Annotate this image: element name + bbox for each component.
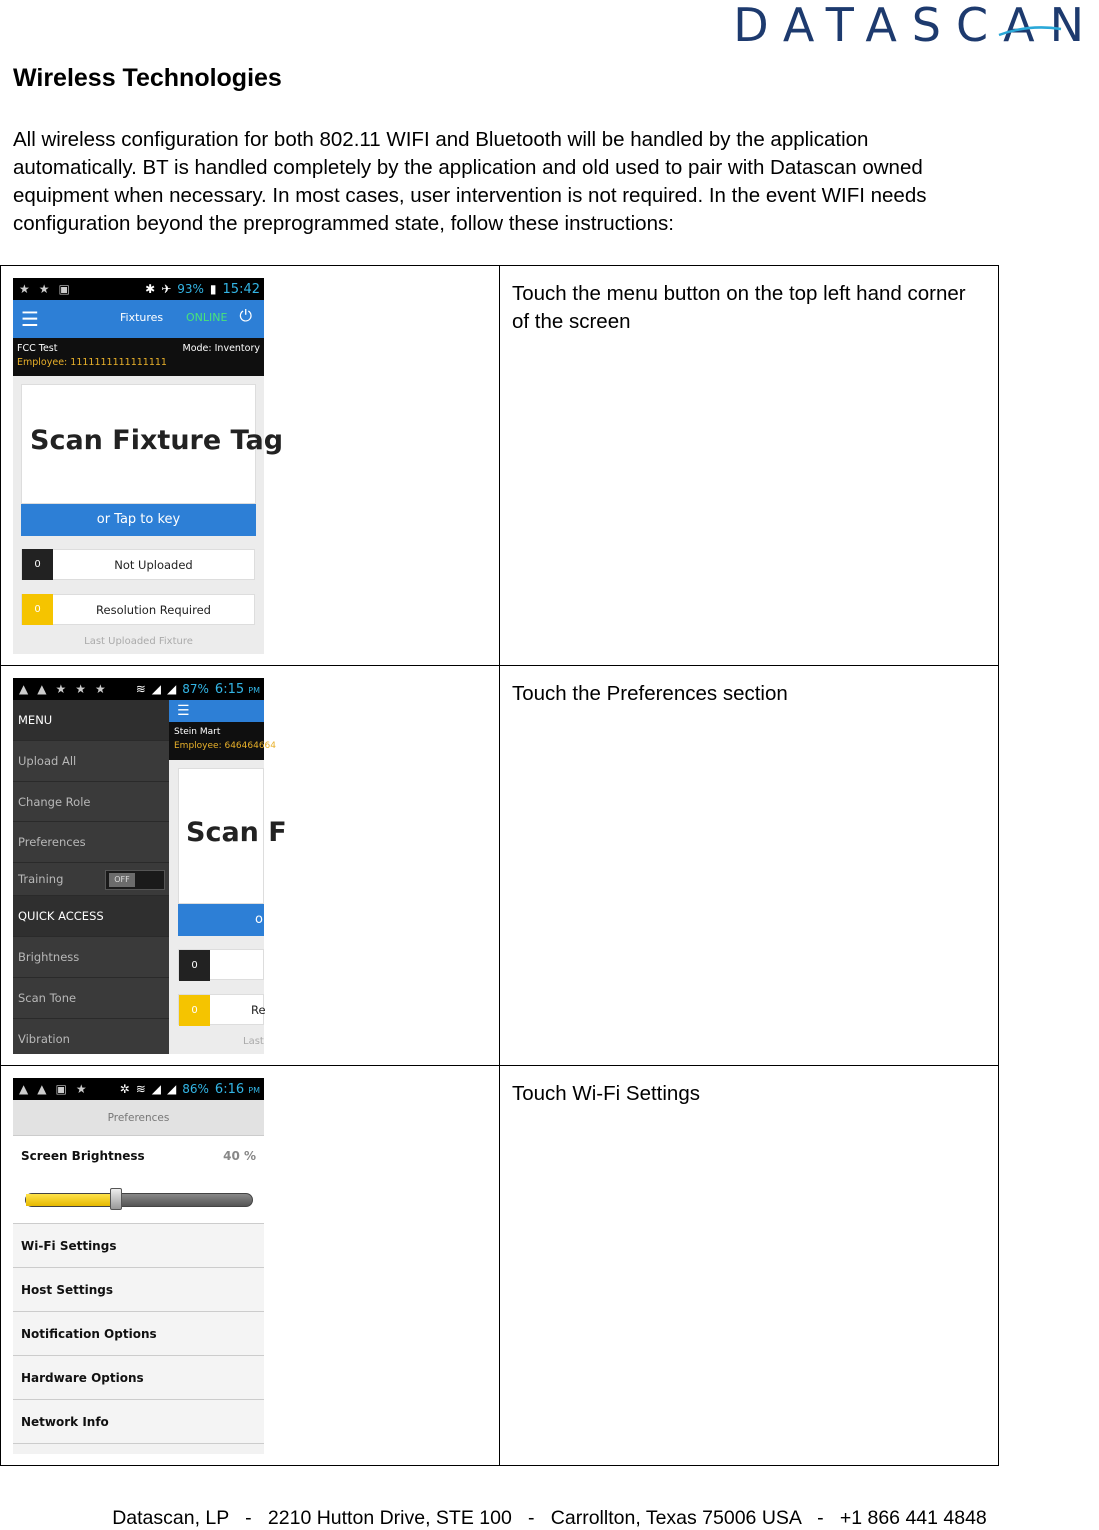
wifi-icon: ≋	[135, 1082, 146, 1096]
clock-ampm: PM	[248, 685, 260, 695]
drawer-item-training[interactable]	[13, 863, 169, 896]
logo-text: DATASCAN	[733, 0, 1099, 52]
employee-label: Employee: 646464664	[174, 741, 277, 751]
clock: 15:42	[222, 281, 260, 297]
clock-ampm: PM	[248, 1085, 260, 1095]
clock	[215, 1082, 260, 1097]
pref-item-network-info[interactable]: Network Info	[13, 1400, 264, 1444]
brightness-slider-thumb[interactable]	[110, 1188, 122, 1210]
battery-icon: ▮	[209, 282, 217, 296]
power-icon[interactable]: ⏻	[239, 306, 252, 325]
image-icon: ▣	[55, 1082, 67, 1096]
store-name: Stein Mart	[174, 727, 221, 737]
step-row-1	[1, 266, 999, 666]
step-3-instruction: Touch Wi-Fi Settings	[500, 1066, 999, 1466]
last-uploaded-partial: Last	[243, 1036, 264, 1047]
toggle-state: OFF	[109, 873, 135, 887]
pref-item-notification-options[interactable]: Notification Options	[13, 1312, 264, 1356]
battery-level: 86%	[182, 1082, 209, 1096]
step-row-2	[1, 666, 999, 1066]
page-footer: Datascan, LP - 2210 Hutton Drive, STE 100 - Carrollton, Texas 75006 USA - +1 866 441 4848	[112, 1507, 987, 1529]
warning-icon: ▲	[37, 682, 47, 696]
training-toggle[interactable]	[105, 870, 165, 890]
resolution-label: Resolution Required	[96, 602, 211, 617]
instructions-table	[0, 265, 999, 1466]
clock-time: 6:16	[214, 1081, 245, 1097]
wifi-icon: ≋	[135, 682, 146, 696]
account-name: FCC Test	[17, 343, 58, 354]
app-title: Fixtures	[120, 311, 164, 324]
not-uploaded-label: Not Uploaded	[114, 557, 193, 572]
warning-icon: ▲	[37, 1082, 47, 1096]
last-uploaded-label: Last Uploaded Fixture	[84, 636, 193, 647]
resolution-required-row[interactable]	[21, 594, 255, 625]
drawer-item-change-role[interactable]: Change Role	[13, 782, 169, 823]
status-bar	[13, 1078, 264, 1100]
drawer-quick-access-header: QUICK ACCESS	[13, 896, 169, 937]
screen-menu-drawer	[13, 678, 287, 1054]
intro-paragraph: All wireless configuration for both 802.11 WIFI and Bluetooth will be handled by the application automatically. BT is handled completely by the application and old used to pair with Datascan owned equipment when necessary. In most cases, user intervention is not required. In the event WIFI needs configuration beyond the preprogrammed state, follow these instructions:	[13, 128, 927, 235]
step-row-3	[1, 1066, 999, 1466]
app-bar-partial	[169, 700, 264, 722]
tap-button-partial[interactable]: o	[178, 904, 264, 936]
count-a: 0	[179, 950, 210, 981]
star-icon: ★	[55, 682, 67, 696]
datascan-logo	[727, 0, 1099, 52]
battery-level: 93%	[177, 282, 204, 296]
resolution-count: 0	[22, 594, 53, 625]
brightness-label: Screen Brightness	[21, 1149, 145, 1163]
scan-prompt-partial: Scan F	[186, 817, 287, 848]
pref-item-host-settings[interactable]: Host Settings	[13, 1268, 264, 1312]
clock-time: 6:15	[214, 681, 245, 697]
stat-label-partial: Re	[251, 1003, 266, 1017]
brightness-value: 40 %	[223, 1149, 256, 1163]
logo-swoosh-icon	[999, 26, 1061, 36]
step-3-screenshot-cell	[1, 1066, 500, 1466]
battery-level: 87%	[182, 682, 209, 696]
hamburger-menu-icon[interactable]: ☰	[21, 307, 39, 331]
info-bar-partial	[169, 722, 277, 760]
not-uploaded-row-partial[interactable]	[178, 949, 264, 980]
scan-card-partial	[178, 768, 287, 904]
step-1-screenshot-cell	[1, 266, 500, 666]
pref-item-wifi-settings[interactable]: Wi-Fi Settings	[13, 1224, 264, 1268]
app-bar	[13, 300, 264, 338]
preferences-header: Preferences	[13, 1100, 264, 1136]
star-icon: ★	[75, 1082, 87, 1096]
drawer-item-brightness[interactable]: Brightness	[13, 937, 169, 978]
brightness-setting	[13, 1136, 264, 1224]
drawer-item-preferences[interactable]: Preferences	[13, 822, 169, 863]
tap-to-key-button[interactable]: or Tap to key	[21, 504, 256, 536]
star-icon: ★	[19, 282, 30, 296]
airplane-icon: ✈	[161, 282, 172, 296]
drawer-menu-header: MENU	[13, 700, 169, 741]
bluetooth-icon: ✱	[145, 282, 156, 296]
signal-icon: ◢	[151, 1082, 162, 1096]
brightness-slider-fill	[26, 1194, 116, 1206]
signal-icon: ◢	[167, 1082, 177, 1096]
drawer-item-vibration[interactable]: Vibration	[18, 1031, 70, 1046]
drawer-item-scan-tone[interactable]: Scan Tone	[13, 978, 169, 1019]
warning-icon: ▲	[19, 1082, 29, 1096]
warning-icon: ▲	[19, 682, 29, 696]
scan-prompt: Scan Fixture Tag	[30, 425, 284, 456]
star-icon: ★	[38, 282, 50, 296]
hamburger-menu-icon[interactable]: ☰	[177, 703, 190, 719]
status-bar	[13, 678, 264, 700]
resolution-row-partial[interactable]	[178, 994, 264, 1025]
star-icon: ★	[95, 682, 106, 696]
count-b: 0	[179, 995, 210, 1026]
clock	[215, 682, 260, 697]
status-bar	[13, 278, 264, 300]
signal-icon: ◢	[151, 682, 162, 696]
step-1-instruction: Touch the menu button on the top left hand corner of the screen	[500, 266, 999, 666]
screen-preferences	[13, 1078, 264, 1454]
step-2-instruction: Touch the Preferences section	[500, 666, 999, 1066]
screen-fixtures	[13, 278, 284, 654]
star-icon: ★	[75, 682, 86, 696]
navigation-drawer	[13, 700, 169, 1054]
info-bar	[13, 338, 264, 376]
online-status: ONLINE	[186, 311, 228, 324]
sync-icon: ✲	[119, 1082, 130, 1096]
image-icon: ▣	[58, 282, 70, 296]
mode-label: Mode: Inventory	[182, 343, 260, 354]
drawer-item-upload-all[interactable]: Upload All	[13, 741, 169, 782]
page-title: Wireless Technologies	[13, 64, 282, 92]
scan-card	[21, 384, 284, 504]
pref-item-hardware-options[interactable]: Hardware Options	[13, 1356, 264, 1400]
step-2-screenshot-cell	[1, 666, 500, 1066]
employee-label: Employee: 1111111111111111	[17, 357, 167, 368]
not-uploaded-count: 0	[22, 549, 53, 580]
signal-icon: ◢	[167, 682, 177, 696]
not-uploaded-row[interactable]	[21, 549, 255, 580]
training-label: Training	[18, 872, 64, 887]
brightness-slider[interactable]	[25, 1193, 253, 1207]
